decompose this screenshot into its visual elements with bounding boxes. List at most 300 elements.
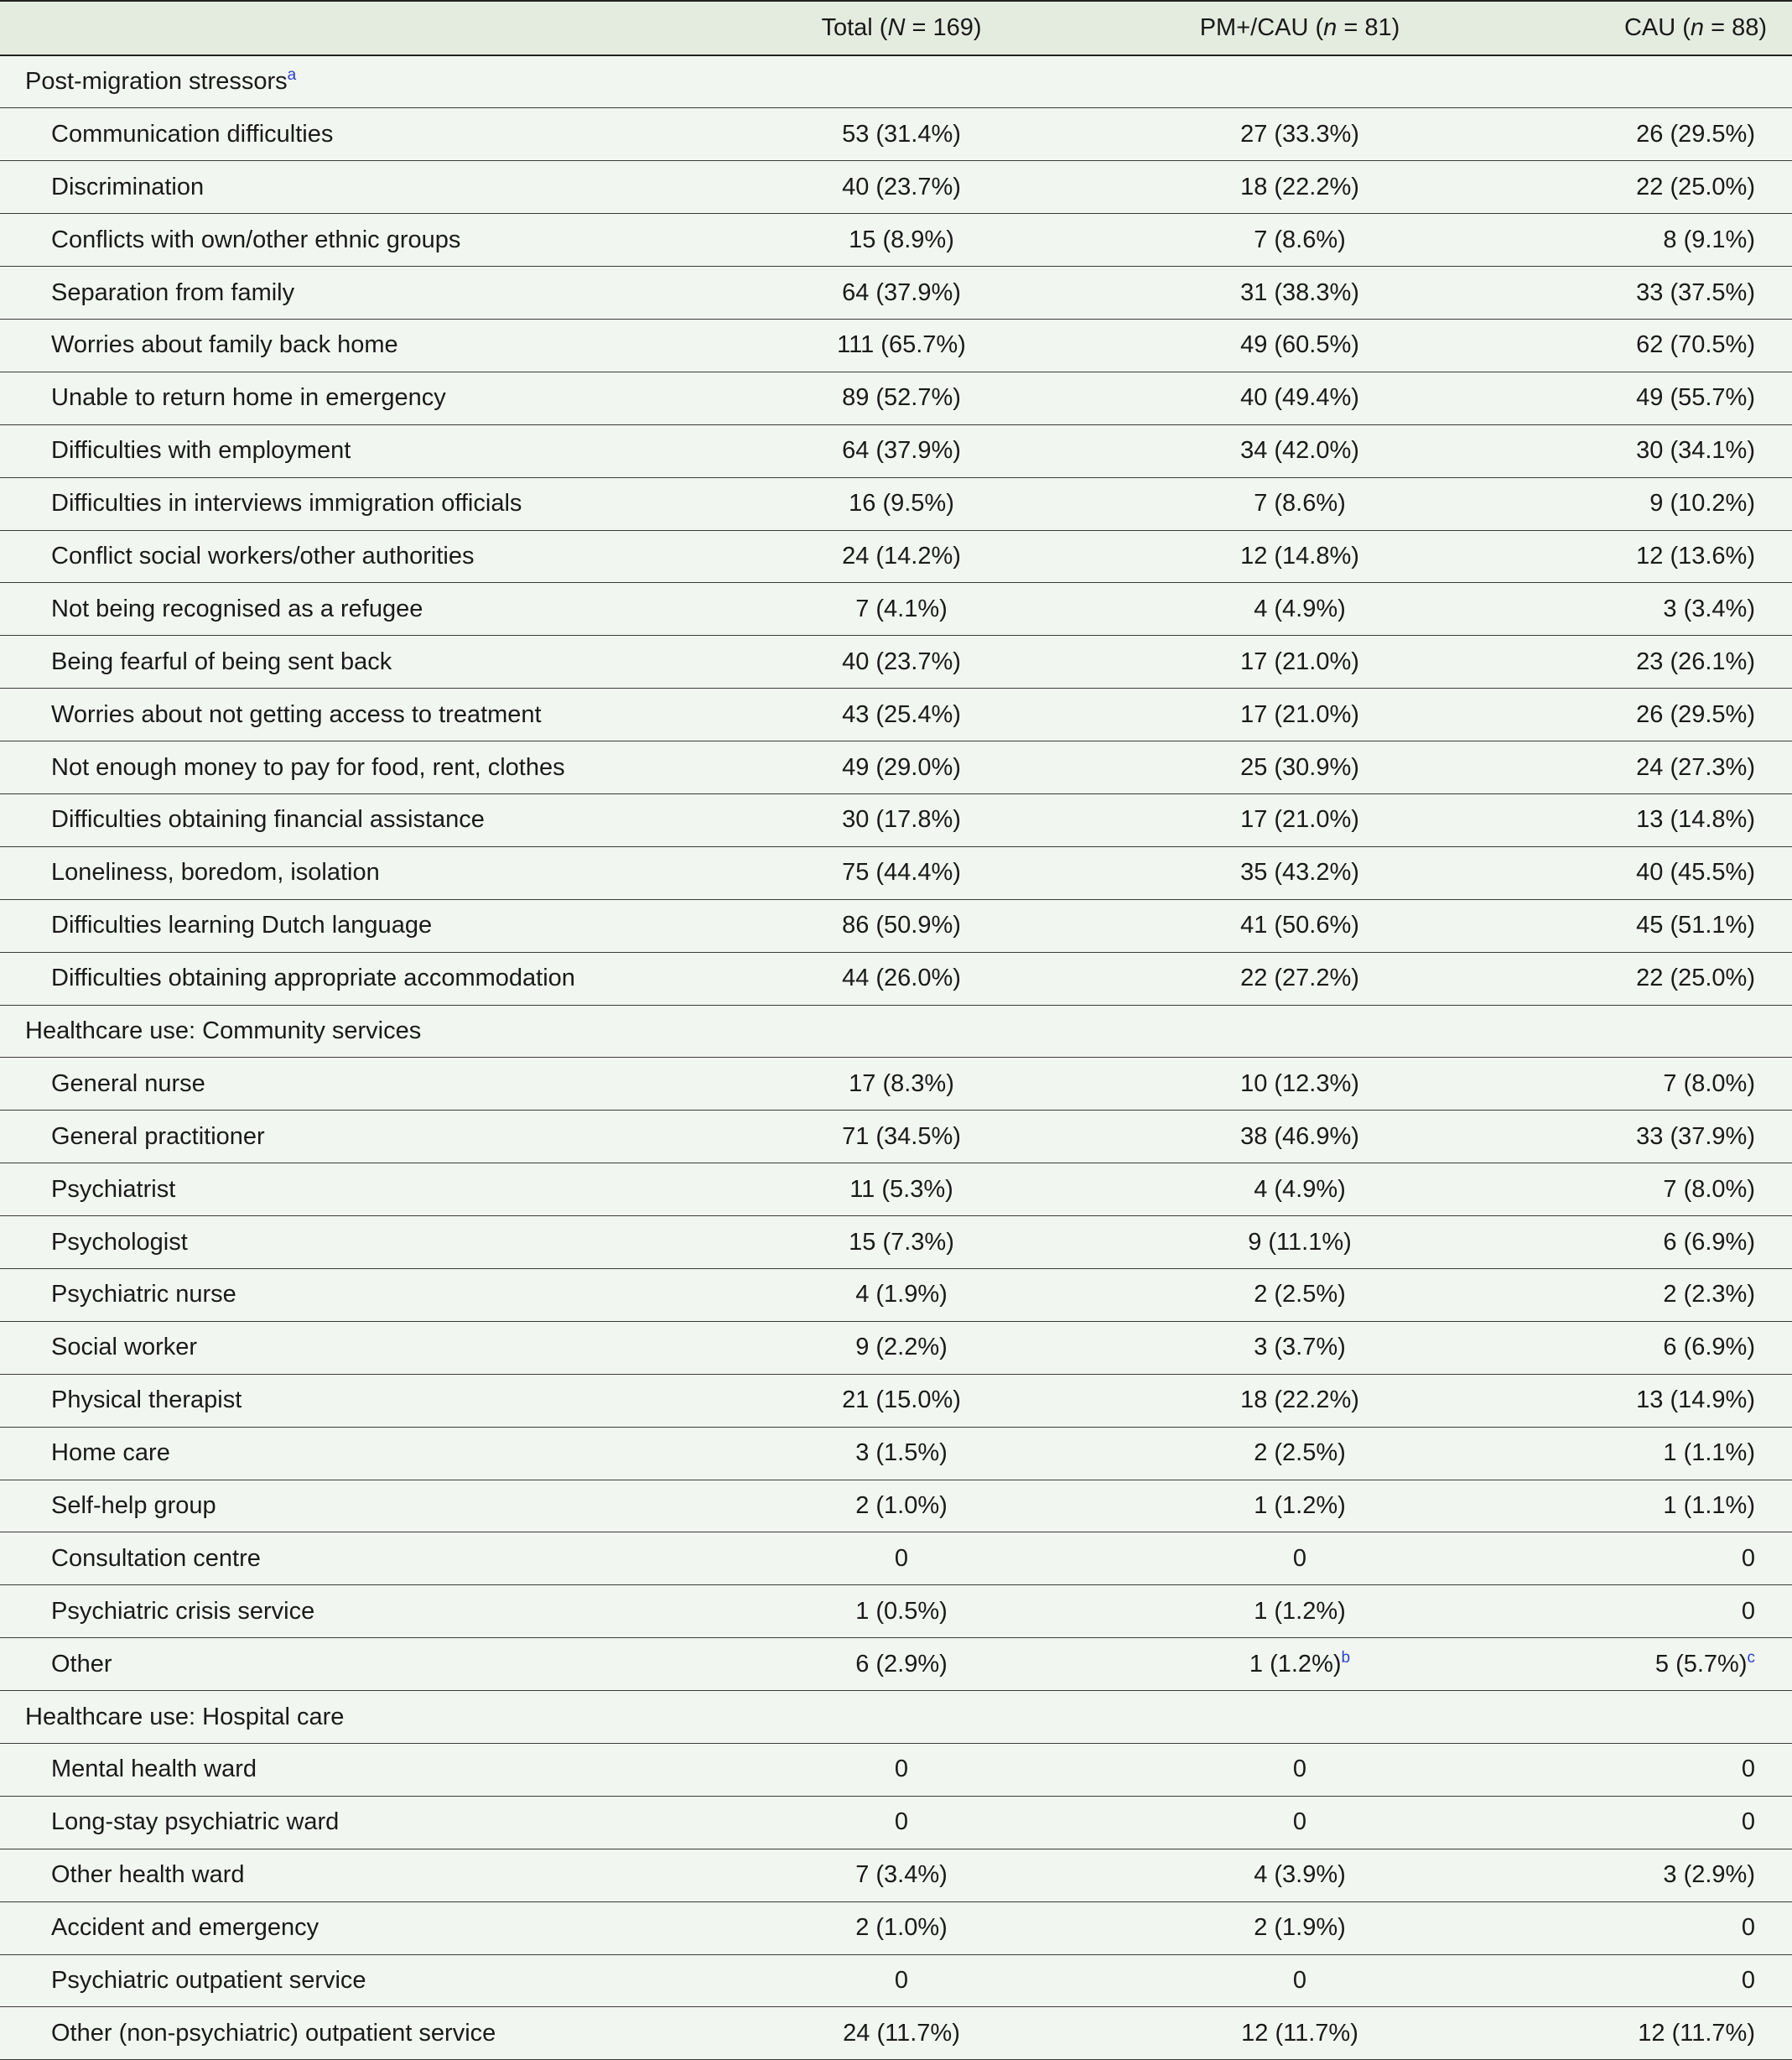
cell-pm-cau-value: 1 (1.2%) (1254, 1491, 1346, 1519)
table-row (0, 477, 1792, 530)
row-label-value: Communication difficulties (51, 120, 334, 148)
row-label-value: Separation from family (51, 278, 295, 306)
cell-pm-cau (1099, 1268, 1501, 1321)
cell-pm-cau-value: 38 (46.9%) (1240, 1122, 1359, 1150)
table-body (0, 55, 1792, 2060)
cell-pm-cau-value: 31 (38.3%) (1240, 278, 1359, 306)
row-label (0, 952, 704, 1005)
table-row (0, 214, 1792, 267)
cell-pm-cau (1099, 1954, 1501, 2007)
cell-pm-cau-value: 0 (1292, 1756, 1307, 1783)
cell-pm-cau (1099, 1796, 1501, 1849)
footnote-marker[interactable]: c (1747, 1648, 1755, 1667)
section-title (0, 1005, 1792, 1058)
row-label-value: Psychiatric nurse (51, 1281, 236, 1308)
cell-pm-cau (1099, 161, 1501, 214)
cell-pm-cau-value: 4 (4.9%) (1254, 1175, 1346, 1203)
cell-cau (1501, 530, 1792, 583)
row-label (0, 1374, 704, 1427)
table-row (0, 1058, 1792, 1111)
row-label (0, 1111, 704, 1163)
cell-total (704, 1480, 1099, 1532)
table-row (0, 1216, 1792, 1269)
cell-pm-cau-value: 2 (2.5%) (1254, 1281, 1346, 1308)
cell-cau (1501, 319, 1792, 372)
cell-total-value: 9 (2.2%) (855, 1334, 948, 1361)
table-row (0, 846, 1792, 899)
row-label-value: Psychologist (51, 1228, 188, 1256)
cell-pm-cau (1099, 899, 1501, 952)
section-title-text: Healthcare use: Hospital care (25, 1703, 345, 1730)
row-label (0, 1849, 704, 1901)
cell-cau-value: 30 (34.1%) (1636, 437, 1755, 465)
cell-total (704, 267, 1099, 320)
row-label-value: Discrimination (51, 173, 205, 200)
table-row (0, 899, 1792, 952)
cell-total (704, 2007, 1099, 2060)
cell-pm-cau-value: 17 (21.0%) (1240, 806, 1359, 834)
cell-pm-cau-value: 0 (1292, 1967, 1307, 1994)
cell-pm-cau-value: 35 (43.2%) (1240, 859, 1359, 887)
cell-total (704, 372, 1099, 424)
cell-cau (1501, 1638, 1792, 1691)
row-label-value: Loneliness, boredom, isolation (51, 859, 380, 887)
cell-pm-cau (1099, 108, 1501, 161)
cell-cau-value: 7 (8.0%) (1663, 1175, 1755, 1203)
table-row (0, 108, 1792, 161)
row-label-value: Worries about not getting access to treatment (51, 700, 542, 728)
cell-cau-value: 0 (1741, 1914, 1755, 1942)
cell-total (704, 477, 1099, 530)
cell-total-value: 3 (1.5%) (855, 1439, 948, 1467)
row-label-value: Psychiatric crisis service (51, 1597, 315, 1625)
cell-cau (1501, 1954, 1792, 2007)
cell-cau (1501, 1374, 1792, 1427)
cell-cau (1501, 1058, 1792, 1111)
cell-total-value: 16 (9.5%) (849, 490, 954, 518)
cell-total (704, 1796, 1099, 1849)
cell-total (704, 1585, 1099, 1638)
section-title-text: Healthcare use: Community services (25, 1017, 422, 1044)
cell-total-value: 64 (37.9%) (842, 278, 961, 306)
row-label (0, 1058, 704, 1111)
cell-cau-value: 33 (37.9%) (1636, 1122, 1755, 1150)
cell-total (704, 1532, 1099, 1585)
cell-cau-value: 0 (1741, 1756, 1755, 1783)
table-row (0, 793, 1792, 846)
row-label (0, 214, 704, 267)
cell-total-value: 2 (1.0%) (855, 1491, 948, 1519)
cell-total-value: 15 (8.9%) (849, 226, 954, 253)
cell-pm-cau (1099, 1532, 1501, 1585)
cell-cau-value: 0 (1741, 1597, 1755, 1625)
cell-total (704, 1163, 1099, 1216)
cell-total (704, 1901, 1099, 1954)
row-label (0, 689, 704, 741)
cell-cau-value: 22 (25.0%) (1636, 965, 1755, 992)
section-title (0, 55, 1792, 108)
cell-pm-cau (1099, 530, 1501, 583)
cell-cau (1501, 1585, 1792, 1638)
cell-cau-value: 7 (8.0%) (1663, 1069, 1755, 1097)
row-label-value: Unable to return home in emergency (51, 384, 446, 412)
cell-total (704, 319, 1099, 372)
cell-cau (1501, 477, 1792, 530)
cell-pm-cau (1099, 636, 1501, 689)
cell-total (704, 1058, 1099, 1111)
cell-total-value: 89 (52.7%) (842, 384, 961, 412)
cell-cau-value: 5 (5.7%) (1654, 1650, 1748, 1678)
cell-cau-value: 23 (26.1%) (1636, 648, 1755, 675)
cell-cau (1501, 1480, 1792, 1532)
row-label (0, 793, 704, 846)
cell-total-value: 15 (7.3%) (849, 1228, 954, 1256)
cell-pm-cau (1099, 1111, 1501, 1163)
cell-total (704, 741, 1099, 794)
row-label-value: Difficulties with employment (51, 437, 351, 465)
cell-total-value: 40 (23.7%) (842, 173, 961, 200)
cell-pm-cau (1099, 372, 1501, 424)
table-row (0, 952, 1792, 1005)
row-label-value: Worries about family back home (51, 331, 398, 359)
row-label-value: Self-help group (51, 1491, 216, 1519)
cell-pm-cau-value: 4 (4.9%) (1254, 595, 1346, 622)
cell-pm-cau (1099, 793, 1501, 846)
cell-total (704, 1111, 1099, 1163)
cell-total-value: 44 (26.0%) (842, 965, 961, 992)
row-label-value: Conflict social workers/other authorities (51, 542, 475, 570)
cell-total (704, 1321, 1099, 1374)
cell-total-value: 6 (2.9%) (855, 1650, 948, 1678)
cell-total-value: 53 (31.4%) (842, 120, 961, 148)
table-row (0, 636, 1792, 689)
cell-cau-value: 6 (6.9%) (1663, 1334, 1755, 1361)
row-label (0, 741, 704, 794)
cell-cau-value: 6 (6.9%) (1663, 1228, 1755, 1256)
row-label (0, 1480, 704, 1532)
cell-total-value: 24 (14.2%) (842, 542, 961, 570)
cell-pm-cau-value: 4 (3.9%) (1254, 1861, 1346, 1889)
row-label (0, 1163, 704, 1216)
cell-total (704, 108, 1099, 161)
cell-cau (1501, 1901, 1792, 1954)
cell-pm-cau (1099, 846, 1501, 899)
row-label-value: Social worker (51, 1334, 198, 1361)
row-label (0, 477, 704, 530)
cell-pm-cau-value: 2 (1.9%) (1254, 1914, 1346, 1942)
cell-cau (1501, 1111, 1792, 1163)
cell-total (704, 1744, 1099, 1797)
table-row (0, 1111, 1792, 1163)
header-row (0, 1, 1792, 55)
cell-cau-value: 9 (10.2%) (1649, 490, 1755, 518)
cell-cau (1501, 424, 1792, 477)
table-row (0, 1427, 1792, 1480)
table-header (0, 1, 1792, 55)
cell-total-value: 4 (1.9%) (855, 1281, 948, 1308)
cell-pm-cau-value: 0 (1292, 1808, 1307, 1836)
row-label (0, 1585, 704, 1638)
row-label (0, 1901, 704, 1954)
cell-cau (1501, 1532, 1792, 1585)
cell-total (704, 689, 1099, 741)
cell-cau (1501, 899, 1792, 952)
cell-pm-cau-value: 18 (22.2%) (1240, 173, 1359, 200)
cell-pm-cau (1099, 1585, 1501, 1638)
cell-pm-cau-value: 2 (2.5%) (1254, 1439, 1346, 1467)
row-label (0, 267, 704, 320)
cell-pm-cau (1099, 1638, 1501, 1691)
cell-total-value: 0 (894, 1544, 909, 1572)
cell-total (704, 214, 1099, 267)
cell-pm-cau (1099, 1427, 1501, 1480)
cell-cau-value: 49 (55.7%) (1636, 384, 1755, 412)
cell-cau (1501, 1427, 1792, 1480)
cell-cau-value: 3 (3.4%) (1663, 595, 1755, 622)
row-label (0, 1321, 704, 1374)
cell-cau (1501, 1321, 1792, 1374)
table-row (0, 1480, 1792, 1532)
row-label (0, 530, 704, 583)
cell-cau-value: 2 (2.3%) (1663, 1281, 1755, 1308)
cell-pm-cau-value: 9 (11.1%) (1248, 1228, 1352, 1256)
cell-pm-cau (1099, 424, 1501, 477)
cell-pm-cau-value: 22 (27.2%) (1240, 965, 1359, 992)
cell-total-value: 1 (0.5%) (855, 1597, 948, 1625)
cell-pm-cau-value: 17 (21.0%) (1240, 700, 1359, 728)
row-label-value: Long-stay psychiatric ward (51, 1808, 340, 1836)
cell-cau (1501, 267, 1792, 320)
cell-total (704, 899, 1099, 952)
section-header-row (0, 55, 1792, 108)
cell-pm-cau-value: 7 (8.6%) (1254, 490, 1346, 518)
row-label (0, 899, 704, 952)
cell-cau-value: 8 (9.1%) (1663, 226, 1755, 253)
table-row (0, 1163, 1792, 1216)
cell-total-value: 0 (894, 1967, 909, 1994)
cell-pm-cau (1099, 2007, 1501, 2060)
cell-cau-value: 12 (11.7%) (1638, 2019, 1755, 2047)
cell-pm-cau (1099, 477, 1501, 530)
cell-pm-cau (1099, 689, 1501, 741)
cell-cau (1501, 161, 1792, 214)
cell-cau-value: 62 (70.5%) (1636, 331, 1755, 359)
cell-cau-value: 0 (1741, 1967, 1755, 1994)
cell-pm-cau (1099, 1744, 1501, 1797)
row-label-value: Consultation centre (51, 1544, 261, 1572)
cell-total-value: 21 (15.0%) (842, 1386, 961, 1414)
cell-pm-cau-value: 18 (22.2%) (1240, 1386, 1359, 1414)
cell-total (704, 1216, 1099, 1269)
cell-total-value: 11 (5.3%) (849, 1175, 953, 1203)
row-label-value: Mental health ward (51, 1756, 257, 1783)
cell-pm-cau (1099, 741, 1501, 794)
cell-cau-value: 0 (1741, 1544, 1755, 1572)
row-label-value: Difficulties learning Dutch language (51, 912, 433, 939)
cell-cau (1501, 108, 1792, 161)
cell-pm-cau-value: 34 (42.0%) (1240, 437, 1359, 465)
cell-total-value: 0 (894, 1808, 909, 1836)
cell-cau (1501, 689, 1792, 741)
cell-cau-value: 24 (27.3%) (1636, 753, 1755, 781)
cell-pm-cau-value: 27 (33.3%) (1240, 120, 1359, 148)
cell-total-value: 111 (65.7%) (837, 331, 966, 359)
cell-cau-value: 1 (1.1%) (1663, 1491, 1755, 1519)
row-label (0, 1532, 704, 1585)
row-label (0, 636, 704, 689)
cell-cau-value: 3 (2.9%) (1663, 1861, 1755, 1889)
cell-total-value: 30 (17.8%) (842, 806, 961, 834)
cell-cau (1501, 1849, 1792, 1901)
cell-pm-cau-value: 49 (60.5%) (1240, 331, 1359, 359)
table-row (0, 530, 1792, 583)
cell-pm-cau (1099, 952, 1501, 1005)
table-row (0, 424, 1792, 477)
cell-total-value: 49 (29.0%) (842, 753, 961, 781)
cell-pm-cau-value: 1 (1.2%) (1254, 1597, 1346, 1625)
table-row (0, 1638, 1792, 1691)
cell-cau (1501, 846, 1792, 899)
section-title (0, 1691, 1792, 1744)
footnote-marker[interactable]: b (1341, 1648, 1351, 1667)
cell-pm-cau-value: 25 (30.9%) (1240, 753, 1359, 781)
row-label (0, 1268, 704, 1321)
row-label (0, 1954, 704, 2007)
row-label (0, 1796, 704, 1849)
row-label-value: Accident and emergency (51, 1914, 319, 1942)
cell-pm-cau (1099, 1849, 1501, 1901)
cell-total (704, 636, 1099, 689)
cell-pm-cau (1099, 1163, 1501, 1216)
cell-pm-cau (1099, 1480, 1501, 1532)
cell-pm-cau-value: 0 (1292, 1544, 1307, 1572)
cell-pm-cau-value: 3 (3.7%) (1254, 1334, 1346, 1361)
cell-total (704, 1954, 1099, 2007)
cell-cau-value: 22 (25.0%) (1636, 173, 1755, 200)
row-label-value: Not being recognised as a refugee (51, 595, 423, 622)
cell-pm-cau (1099, 1374, 1501, 1427)
row-label (0, 1638, 704, 1691)
cell-total-value: 7 (3.4%) (855, 1861, 948, 1889)
cell-cau (1501, 2007, 1792, 2060)
cell-pm-cau (1099, 583, 1501, 636)
header-total: Total (N = 169) (821, 14, 982, 41)
row-label (0, 846, 704, 899)
footnote-marker[interactable]: a (287, 66, 297, 85)
row-label (0, 2007, 704, 2060)
table-row (0, 1744, 1792, 1797)
section-header-row (0, 1005, 1792, 1058)
cell-cau (1501, 1216, 1792, 1269)
cell-total (704, 161, 1099, 214)
cell-pm-cau-value: 12 (14.8%) (1240, 542, 1359, 570)
cell-total (704, 1849, 1099, 1901)
cell-pm-cau (1099, 1321, 1501, 1374)
cell-cau-value: 33 (37.5%) (1636, 278, 1755, 306)
cell-total-value: 0 (894, 1756, 909, 1783)
cell-pm-cau-value: 17 (21.0%) (1240, 648, 1359, 675)
row-label-value: Being fearful of being sent back (51, 648, 392, 675)
table-row (0, 267, 1792, 320)
cell-total-value: 17 (8.3%) (849, 1069, 954, 1097)
cell-total (704, 530, 1099, 583)
row-label-value: General practitioner (51, 1122, 265, 1150)
row-label-value: Physical therapist (51, 1386, 242, 1414)
table-row (0, 1585, 1792, 1638)
cell-total-value: 7 (4.1%) (855, 595, 948, 622)
cell-cau-value: 40 (45.5%) (1636, 859, 1755, 887)
header-blank (0, 1, 704, 55)
cell-pm-cau (1099, 1058, 1501, 1111)
cell-cau-value: 26 (29.5%) (1636, 700, 1755, 728)
cell-pm-cau-value: 40 (49.4%) (1240, 384, 1359, 412)
row-label (0, 108, 704, 161)
table-row (0, 372, 1792, 424)
cell-total (704, 1427, 1099, 1480)
row-label-value: Other (non-psychiatric) outpatient service (51, 2019, 496, 2047)
table-row (0, 2007, 1792, 2060)
cell-cau (1501, 1796, 1792, 1849)
cell-cau (1501, 741, 1792, 794)
cell-cau-value: 12 (13.6%) (1636, 542, 1755, 570)
cell-total (704, 424, 1099, 477)
table-row (0, 1901, 1792, 1954)
table-row (0, 1796, 1792, 1849)
table-row (0, 583, 1792, 636)
table-row (0, 741, 1792, 794)
cell-pm-cau-value: 7 (8.6%) (1254, 226, 1346, 253)
cell-total-value: 40 (23.7%) (842, 648, 961, 675)
section-title-text: Post-migration stressors (25, 68, 288, 96)
table-row (0, 1849, 1792, 1901)
cell-pm-cau (1099, 1901, 1501, 1954)
table-row (0, 1268, 1792, 1321)
row-label (0, 161, 704, 214)
row-label-value: General nurse (51, 1069, 205, 1097)
header-pm-cau: PM+/CAU (n = 81) (1199, 14, 1400, 41)
row-label (0, 1427, 704, 1480)
row-label-value: Home care (51, 1439, 170, 1467)
cell-cau (1501, 793, 1792, 846)
cell-cau (1501, 1268, 1792, 1321)
cell-total-value: 43 (25.4%) (842, 700, 961, 728)
cell-pm-cau-value: 1 (1.2%) (1249, 1650, 1342, 1678)
row-label (0, 424, 704, 477)
cell-cau (1501, 583, 1792, 636)
table-row (0, 1321, 1792, 1374)
cell-pm-cau (1099, 1216, 1501, 1269)
header-cau: CAU (n = 88) (1623, 14, 1767, 41)
cell-pm-cau (1099, 214, 1501, 267)
cell-total (704, 1638, 1099, 1691)
cell-cau-value: 13 (14.8%) (1636, 806, 1755, 834)
row-label-value: Difficulties obtaining appropriate accommodation (51, 965, 575, 992)
table-row (0, 319, 1792, 372)
cell-pm-cau-value: 12 (11.7%) (1241, 2019, 1358, 2047)
cell-pm-cau (1099, 319, 1501, 372)
row-label (0, 583, 704, 636)
cell-total (704, 846, 1099, 899)
cell-total (704, 952, 1099, 1005)
cell-total-value: 86 (50.9%) (842, 912, 961, 939)
cell-total-value: 2 (1.0%) (855, 1914, 948, 1942)
cell-cau-value: 26 (29.5%) (1636, 120, 1755, 148)
cell-total-value: 75 (44.4%) (842, 859, 961, 887)
row-label-value: Not enough money to pay for food, rent, clothes (51, 753, 565, 781)
cell-cau-value: 0 (1741, 1808, 1755, 1836)
row-label-value: Psychiatrist (51, 1175, 176, 1203)
cell-total-value: 71 (34.5%) (842, 1122, 961, 1150)
